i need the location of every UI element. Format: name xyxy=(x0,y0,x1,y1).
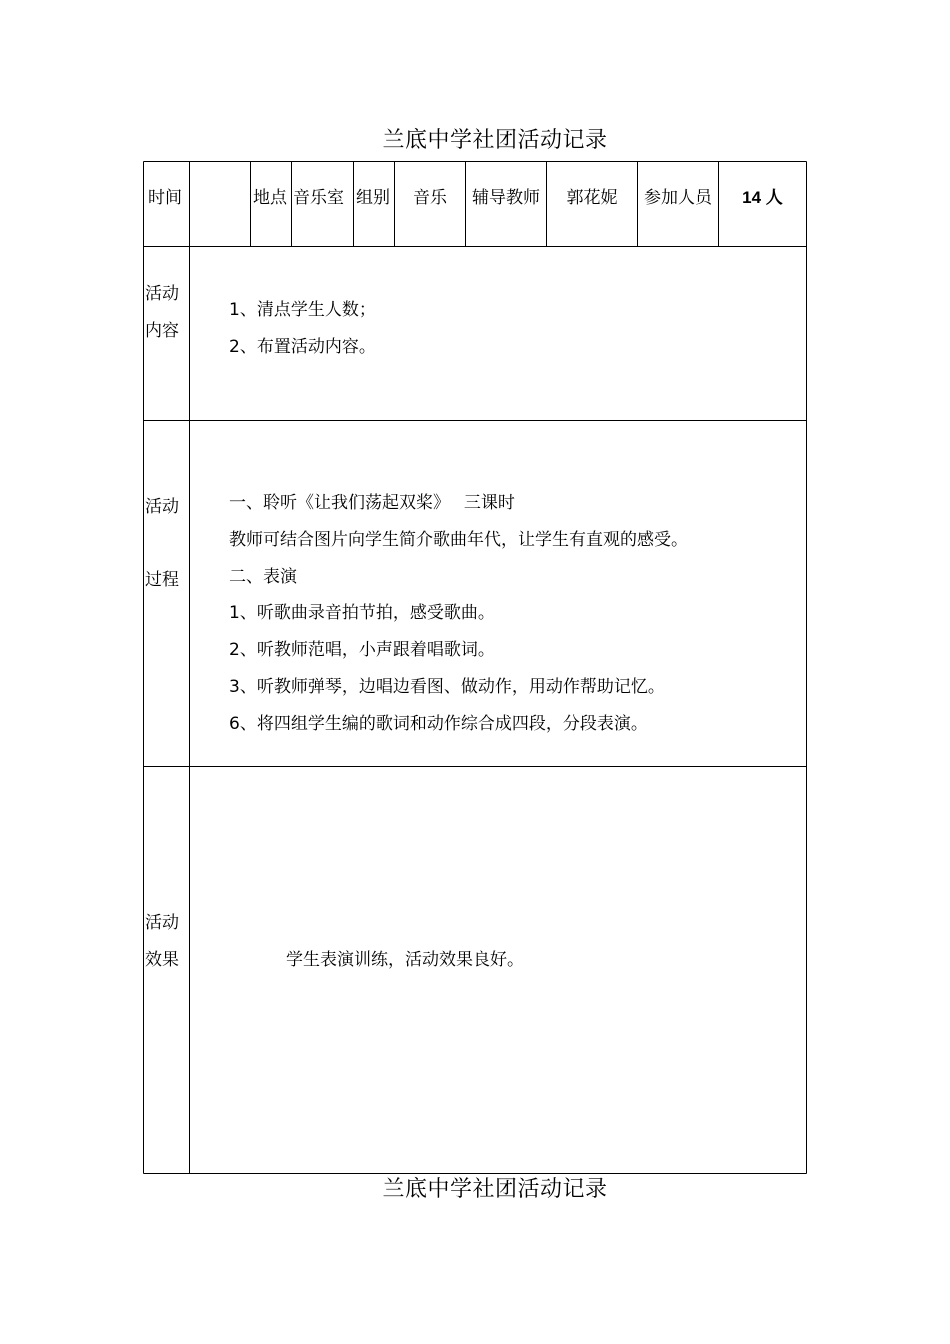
process-line: 2、听教师范唱，小声跟着唱歌词。 xyxy=(229,640,495,660)
page-title-repeat: 兰底中学社团活动记录 xyxy=(382,1177,608,1202)
teacher-value: 郭花妮 xyxy=(566,188,618,208)
process-label-line1: 活动 xyxy=(145,497,179,517)
participants-value: 14 人 xyxy=(742,188,783,207)
content-line: 1、清点学生人数； xyxy=(229,300,376,320)
effect-text: 学生表演训练，活动效果良好。 xyxy=(286,950,524,970)
effect-label-line2: 效果 xyxy=(145,950,179,970)
page-title: 兰底中学社团活动记录 xyxy=(382,128,608,153)
process-label-line2: 过程 xyxy=(145,570,179,590)
participants-label: 参加人员 xyxy=(644,188,712,208)
group-label: 组别 xyxy=(356,188,390,208)
content-label-line1: 活动 xyxy=(145,284,179,304)
content-line: 2、布置活动内容。 xyxy=(229,337,376,357)
process-line: 1、听歌曲录音拍节拍，感受歌曲。 xyxy=(229,603,495,623)
teacher-label: 辅导教师 xyxy=(472,188,540,208)
group-value: 音乐 xyxy=(413,188,447,208)
process-line: 二、表演 xyxy=(229,567,297,587)
content-label-line2: 内容 xyxy=(145,321,179,341)
time-label: 时间 xyxy=(148,188,182,208)
effect-label-line1: 活动 xyxy=(145,913,179,933)
process-line: 教师可结合图片向学生简介歌曲年代，让学生有直观的感受。 xyxy=(229,530,688,550)
place-value: 音乐室 xyxy=(293,188,344,208)
process-line: 3、听教师弹琴，边唱边看图、做动作，用动作帮助记忆。 xyxy=(229,677,665,697)
process-line: 一、聆听《让我们荡起双桨》 三课时 xyxy=(229,493,515,513)
process-line: 6、将四组学生编的歌词和动作综合成四段，分段表演。 xyxy=(229,714,648,734)
place-label: 地点 xyxy=(253,188,287,208)
